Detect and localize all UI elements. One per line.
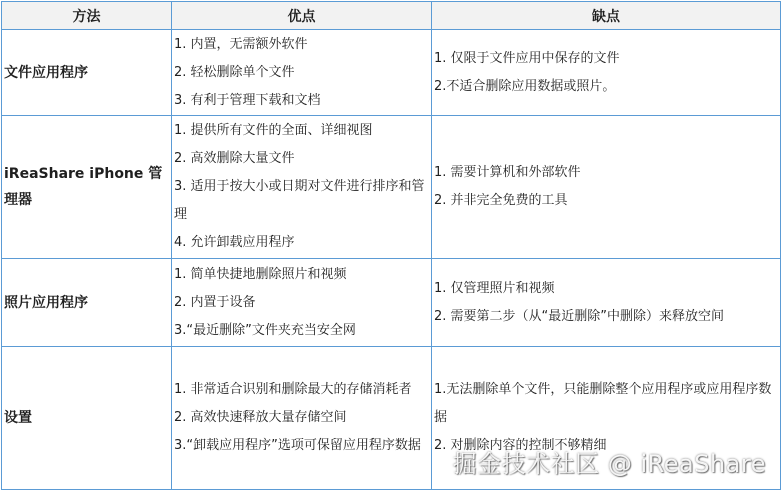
- header-cons: 缺点: [432, 2, 781, 30]
- cons-item: 1.无法删除单个文件，只能删除整个应用程序或应用程序数据: [434, 382, 772, 425]
- header-pros: 优点: [172, 2, 432, 30]
- cons-cell: [432, 30, 781, 116]
- pros-item: 1. 提供所有文件的全面、详细视图: [174, 123, 373, 138]
- method-cell: 照片应用程序: [2, 259, 172, 347]
- cons-cell: [432, 116, 781, 259]
- pros-item: 1. 非常适合识别和删除最大的存储消耗者: [174, 382, 412, 397]
- watermark: 掘金技术社区 @ iReaShare: [452, 450, 766, 478]
- pros-cell: [172, 259, 432, 347]
- pros-cell: [172, 116, 432, 259]
- cons-item: 2. 需要第二步（从“最近删除”中删除）来释放空间: [434, 308, 725, 324]
- header-method: 方法: [2, 2, 172, 30]
- cons-item: 1. 需要计算机和外部软件: [434, 165, 581, 180]
- comparison-table: [1, 1, 781, 490]
- pros-cell: [172, 347, 432, 490]
- header-row: [2, 2, 781, 30]
- cons-item: 1. 仅管理照片和视频: [434, 280, 555, 296]
- method-cell: iReaShare iPhone 管理器: [2, 116, 172, 259]
- table-row: [2, 116, 781, 259]
- method-cell: 文件应用程序: [2, 30, 172, 116]
- pros-item: 1. 简单快捷地删除照片和视频: [174, 266, 347, 282]
- table-row: [2, 259, 781, 347]
- table-row: [2, 30, 781, 116]
- cons-item: 2. 并非完全免费的工具: [434, 193, 568, 208]
- cons-cell: [432, 347, 781, 490]
- cons-item: 1. 仅限于文件应用中保存的文件: [434, 50, 620, 66]
- cons-item: 2.不适合删除应用数据或照片。: [434, 78, 616, 94]
- pros-item: 2. 高效快速释放大量存储空间: [174, 410, 347, 425]
- pros-item: 3.“卸载应用程序”选项可保留应用程序数据: [174, 438, 421, 453]
- pros-item: 2. 高效删除大量文件: [174, 151, 295, 166]
- pros-item: 3. 适用于按大小或日期对文件进行排序和管理: [174, 179, 425, 222]
- method-cell: 设置: [2, 347, 172, 490]
- pros-item: 2. 轻松删除单个文件: [174, 64, 295, 80]
- table-row: [2, 347, 781, 490]
- pros-item: 1. 内置，无需额外软件: [174, 36, 308, 52]
- cons-item: 2. 对删除内容的控制不够精细: [434, 438, 607, 453]
- pros-item: 3. 有利于管理下载和文档: [174, 92, 321, 108]
- cons-cell: [432, 259, 781, 347]
- pros-cell: [172, 30, 432, 116]
- pros-item: 2. 内置于设备: [174, 294, 256, 310]
- pros-item: 4. 允许卸载应用程序: [174, 235, 295, 250]
- pros-item: 3.“最近删除”文件夹充当安全网: [174, 322, 356, 338]
